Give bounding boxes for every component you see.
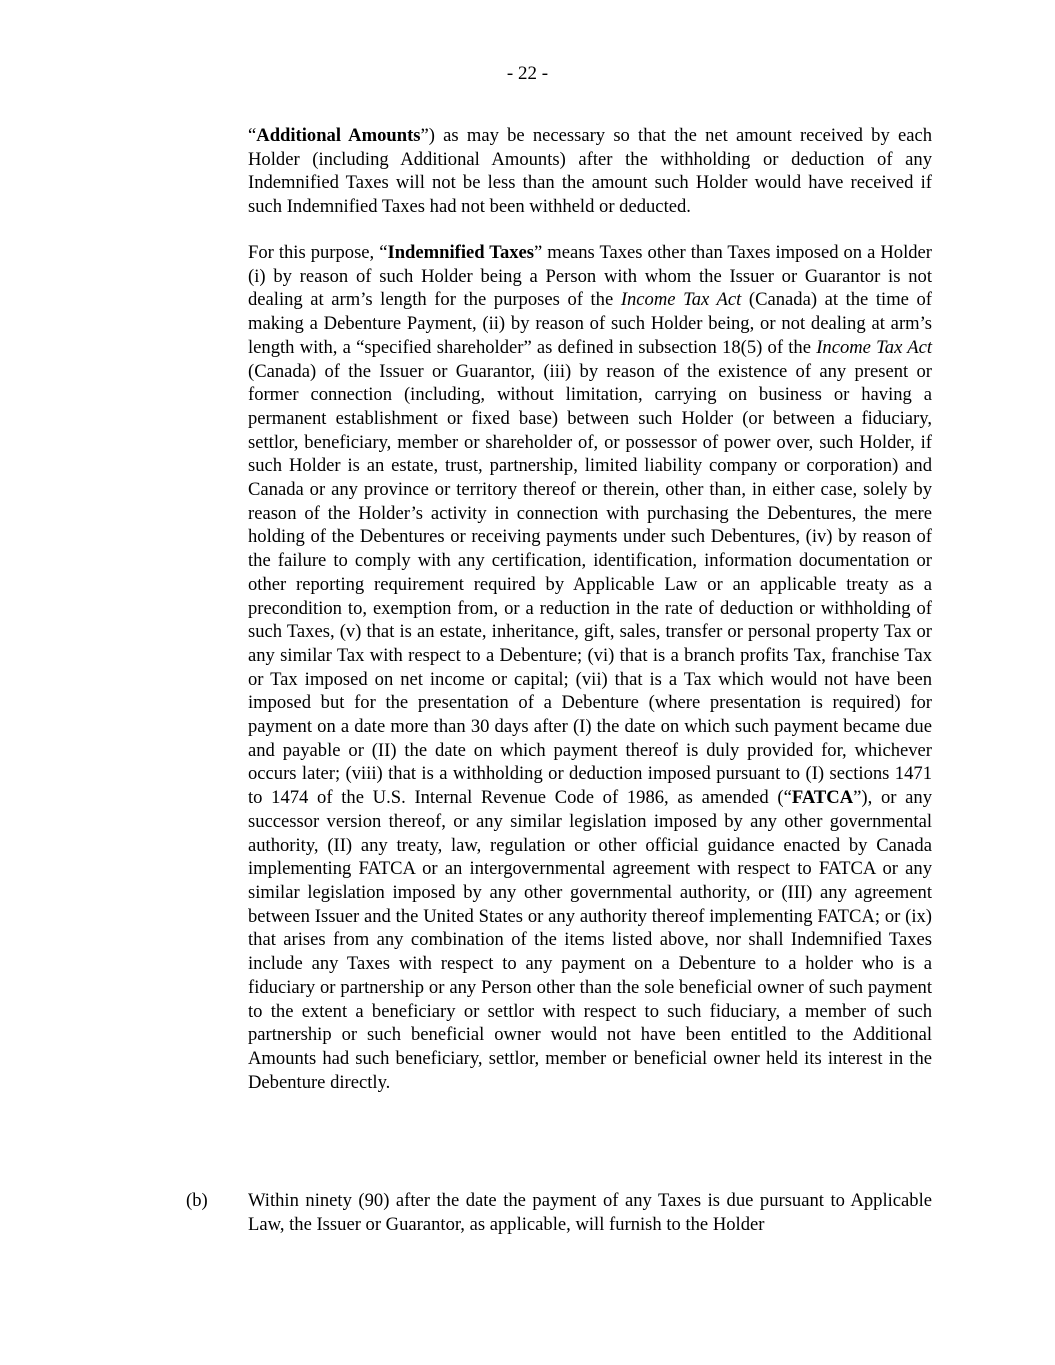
- paragraph-body: ”) as may be necessary so that the net amount received by each Holder (including Additional Amounts) after the withholding or deduction of any Indemnified Taxes will not be less than the amount such Holder would have received if such Indemnified Taxes had not been withheld or deducted.: [248, 125, 932, 218]
- paragraph-body-d: ”), or any successor version thereof, or any similar legislation imposed by any other governmental authority, (II) any treaty, law, regulation or other official guidance enacted by Canada implementing FATCA or an intergovernmental agreement with respect to FATCA or any similar legislation imposed by any other governmental authority, or (III) any agreement between Issuer and the United States or any authority thereof implementing FATCA; or (ix) that arises from any combination of the items listed above, nor shall Indemnified Taxes include any Taxes with respect to any payment on a Debenture to a holder who is a fiduciary or partnership or any Person other than the sole beneficial owner of such payment to the extent a beneficiary or settlor with respect to such fiduciary, a member of such partnership or such beneficial owner would not have been entitled to the Additional Amounts had such beneficiary, settlor, member or beneficial owner held its interest in the Debenture directly.: [248, 787, 932, 1093]
- additional-amounts-paragraph: [248, 124, 932, 219]
- defined-term-indemnified-taxes: Indemnified Taxes: [387, 242, 535, 263]
- statute-name-income-tax-act: Income Tax Act: [816, 336, 933, 358]
- defined-term-fatca: FATCA: [791, 787, 854, 809]
- page-number: - 22 -: [506, 63, 549, 84]
- paragraph-text: [248, 124, 932, 219]
- defined-term-additional-amounts: Additional Amounts: [256, 125, 421, 146]
- paragraph-body-c: (Canada) of the Issuer or Guarantor, (iii) by reason of the existence of any present or former connection (including, without limitation, carrying on business or having a permanent establishment or fixed base) between such Holder (or between a fiduciary, settlor, beneficiary, member or shareholder of, or possessor of power over, such Holder, if such Holder is an estate, trust, partnership, limited liability company or corporation) and Canada or any province or territory thereof or therein, other than, in either case, solely by reason of the Holder’s activity in connection with purchasing the Debentures, the mere holding of the Debentures or receiving payments under such Debentures, (iv) by reason of the failure to comply with any certification, identification, information documentation or other reporting requirement required by Applicable Law or an applicable treaty as a precondition to, exemption from, or a reduction in the rate of deduction or withholding of such Taxes, (v) that is an estate, inheritance, gift, sales, transfer or personal property Tax or any similar Tax with respect to a Debenture; (vi) that is a branch profits Tax, franchise Tax or Tax imposed on net income or capital; (vii) that is a Tax which would not have been imposed but for the presentation of a Debenture (where presentation is required) for payment on a date more than 30 days after (I) the date on which such payment became due and payable or (II) the date on which payment thereof is duly provided for, whichever occurs later; (viii) that is a withholding or deduction imposed pursuant to (I) sections 1471 to 1474 of the U.S. Internal Revenue Code of 1986, as amended (“: [248, 360, 932, 809]
- statute-name-income-tax-act: Income Tax Act: [620, 289, 742, 311]
- paragraph-text: [248, 241, 932, 1094]
- list-item-label: (b): [186, 1190, 208, 1211]
- list-item-text: Within ninety (90) after the date the payment of any Taxes is due pursuant to Applicable Law, the Issuer or Guarantor, as applicable, will furnish to the Holder: [248, 1190, 932, 1235]
- indemnified-taxes-paragraph: [248, 241, 932, 1094]
- paragraph-body-b: (Canada) at the time of making a Debenture Payment, (ii) by reason of such Holder being, or not dealing at arm’s length with, a “specified shareholder” as defined in subsection 18(5) of the: [248, 289, 932, 358]
- paragraph-intro: For this purpose, “: [248, 242, 388, 263]
- open-quote: “: [248, 125, 257, 146]
- paragraph-body-a: ” means Taxes other than Taxes imposed on a Holder (i) by reason of such Holder being a Person with whom the Issuer or Guarantor is not dealing at arm’s length for the purposes of the: [248, 242, 932, 311]
